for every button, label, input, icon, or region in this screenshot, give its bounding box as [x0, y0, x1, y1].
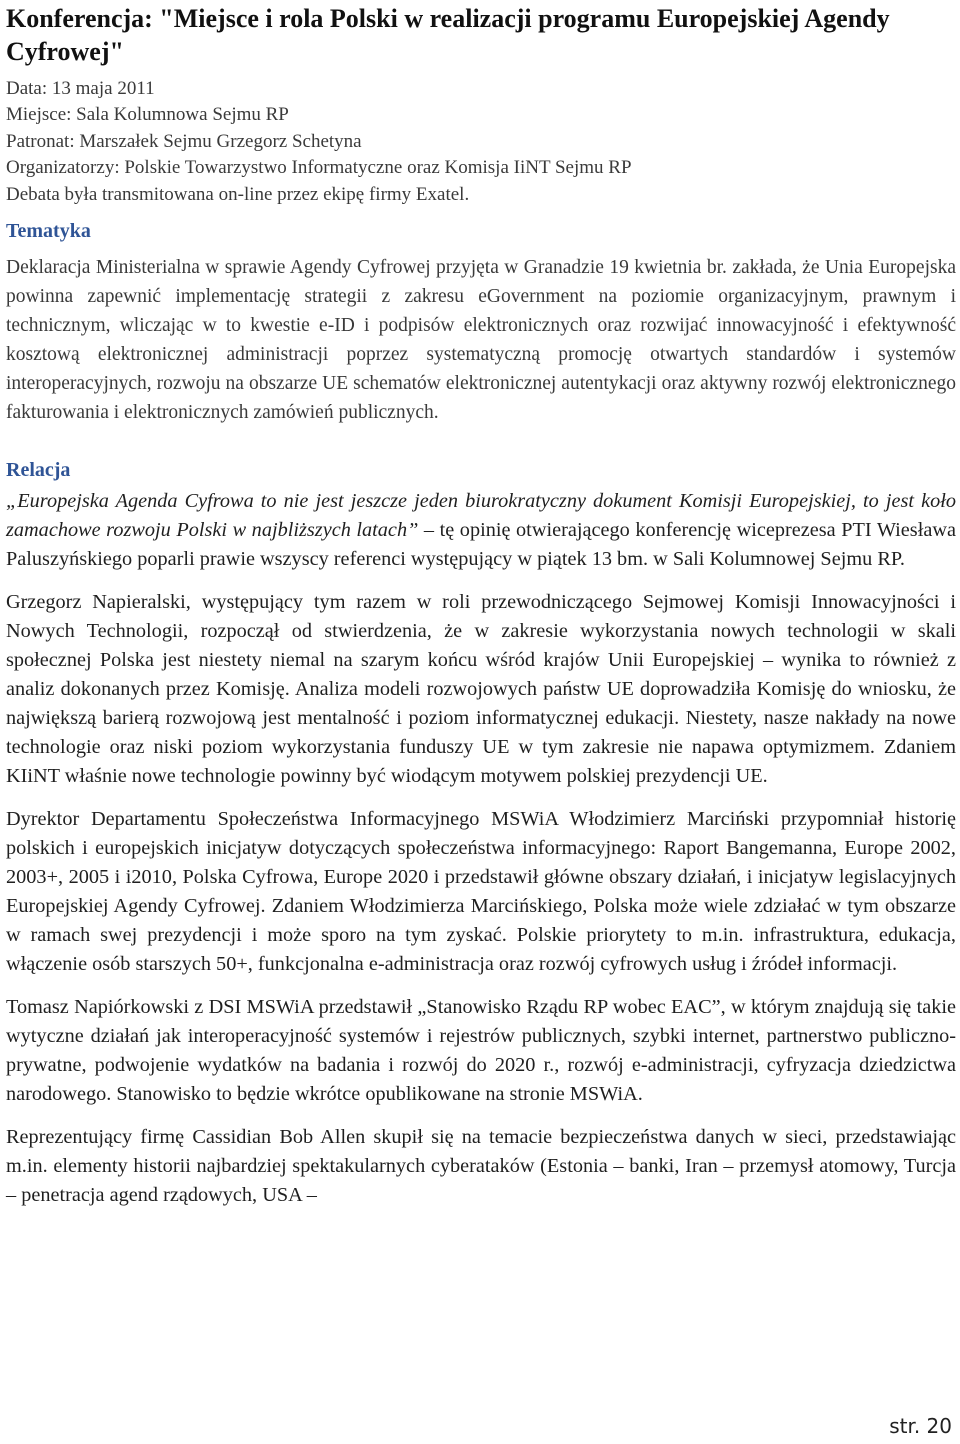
event-details	[6, 76, 956, 208]
event-date: Data: 13 maja 2011	[6, 78, 155, 99]
relacja-paragraph-2: Grzegorz Napieralski, występujący tym razem w roli przewodniczącego Sejmowej Komisji Innowacyjności i Nowych Technologii, rozpoczął od stwierdzenia, że w zakresie wykorzystania nowych technologii w skali społecznej Polska jest niestety niemal na szarym końcu wśród krajów Unii Europejskiej – wynika to również z analiz dokonanych przez Komisję. Analiza modeli rozwojowych państw UE doprowadziła Komisję do wniosku, że największą barierą rozwojową jest mentalność i poziom informatycznej edukacji. Niestety, nasze nakłady na nowe technologie oraz niski poziom wykorzystania funduszy UE w tym zakresie nie napawa optymizmem. Zdaniem KIiNT właśnie nowe technologie powinny być wiodącym motywem polskiej prezydencji UE.	[6, 591, 956, 788]
relacja-paragraph-3: Dyrektor Departamentu Społeczeństwa Informacyjnego MSWiA Włodzimierz Marciński przypomniał historię polskich i europejskich inicjatyw dotyczących społeczeństwa informacyjnego: Raport Bangemanna, Europe 2002, 2003+, 2005 i i2010, Polska Cyfrowa, Europe 2020 i przedstawił główne obszary działań, i inicjatyw legislacyjnych Europejskiej Agendy Cyfrowej. Zdaniem Włodzimierza Marcińskiego, Polska może wiele zdziałać w tym obszarze w ramach swej prezydencji i może sporo na tym zyskać. Polskie priorytety to m.in. infrastruktura, edukacja, włączenie osób starszych 50+, funkcjonalna e-administracja oraz rozwój cyfrowych usług i źródeł informacji.	[6, 808, 956, 976]
event-patron: Patronat: Marszałek Sejmu Grzegorz Schetyna	[6, 130, 362, 152]
relacja-paragraph-4: Tomasz Napiórkowski z DSI MSWiA przedstawił „Stanowisko Rządu RP wobec EAC”, w którym znajdują się takie wytyczne działań jak interoperacyjność systemów i rejestrów publicznych, szybki internet, partnerstwo publiczno-prywatne, podwojenie wydatków na badania i rozwój do 2020 r., rozwój e-administracji, cyfryzacja dziedzictwa narodowego. Stanowisko to będzie wkrótce opublikowane na stronie MSWiA.	[6, 996, 956, 1106]
page-number: str. 20	[889, 1414, 952, 1438]
document-page	[6, 0, 956, 1210]
document-title: Konferencja: "Miejsce i rola Polski w realizacji programu Europejskiej Agendy Cyfrowej"	[6, 4, 890, 66]
event-organizers: Organizatorzy: Polskie Towarzystwo Informatyczne oraz Komisja IiNT Sejmu RP	[6, 157, 632, 179]
event-broadcast: Debata była transmitowana on-line przez ekipę firmy Exatel.	[6, 183, 470, 205]
event-place: Miejsce: Sala Kolumnowa Sejmu RP	[6, 104, 289, 126]
relacja-paragraph-5: Reprezentujący firmę Cassidian Bob Allen skupił się na temacie bezpieczeństwa danych w sieci, przedstawiając m.in. elementy historii najbardziej spektakularnych cyberataków (Estonia – banki, Iran – przemysł atomowy, Turcja – penetracja agend rządowych, USA –	[6, 1126, 956, 1207]
paragraph-1-rest: – tę opinię otwierającego konferencję wiceprezesa PTI Wiesława Paluszyńskiego poparli prawie wszyscy referenci występujący w piątek 13 bm. w Sali Kolumnowej Sejmu RP.	[6, 519, 956, 571]
section-heading-relacja: Relacja	[6, 459, 71, 482]
opening-quote: „Europejska Agenda Cyfrowa to nie jest jeszcze jeden biurokratyczny dokument Komisji Europejskiej, to jest koło zamachowe rozwoju Polski w najbliższych latach”	[6, 490, 956, 542]
tematyka-text: Deklaracja Ministerialna w sprawie Agendy Cyfrowej przyjęta w Granadzie 19 kwietnia br. zakłada, że Unia Europejska powinna zapewnić implementację strategii z zakresu eGovernment na poziomie organizacyjnym, prawnym i technicznym, wliczając w to kwestie e-ID i podpisów elektronicznych oraz rozwijać innowacyjność i efektywność kosztową elektronicznej administracji poprzez systematyczną promocję otwartych standardów i systemów interoperacyjnych, rozwoju na obszarze UE schematów elektronicznej autentykacji oraz aktywny rozwój elektronicznego fakturowania i elektronicznych zamówień publicznych.	[6, 257, 956, 424]
section-heading-tematyka: Tematyka	[6, 220, 91, 243]
relacja-paragraph-1	[6, 487, 956, 574]
